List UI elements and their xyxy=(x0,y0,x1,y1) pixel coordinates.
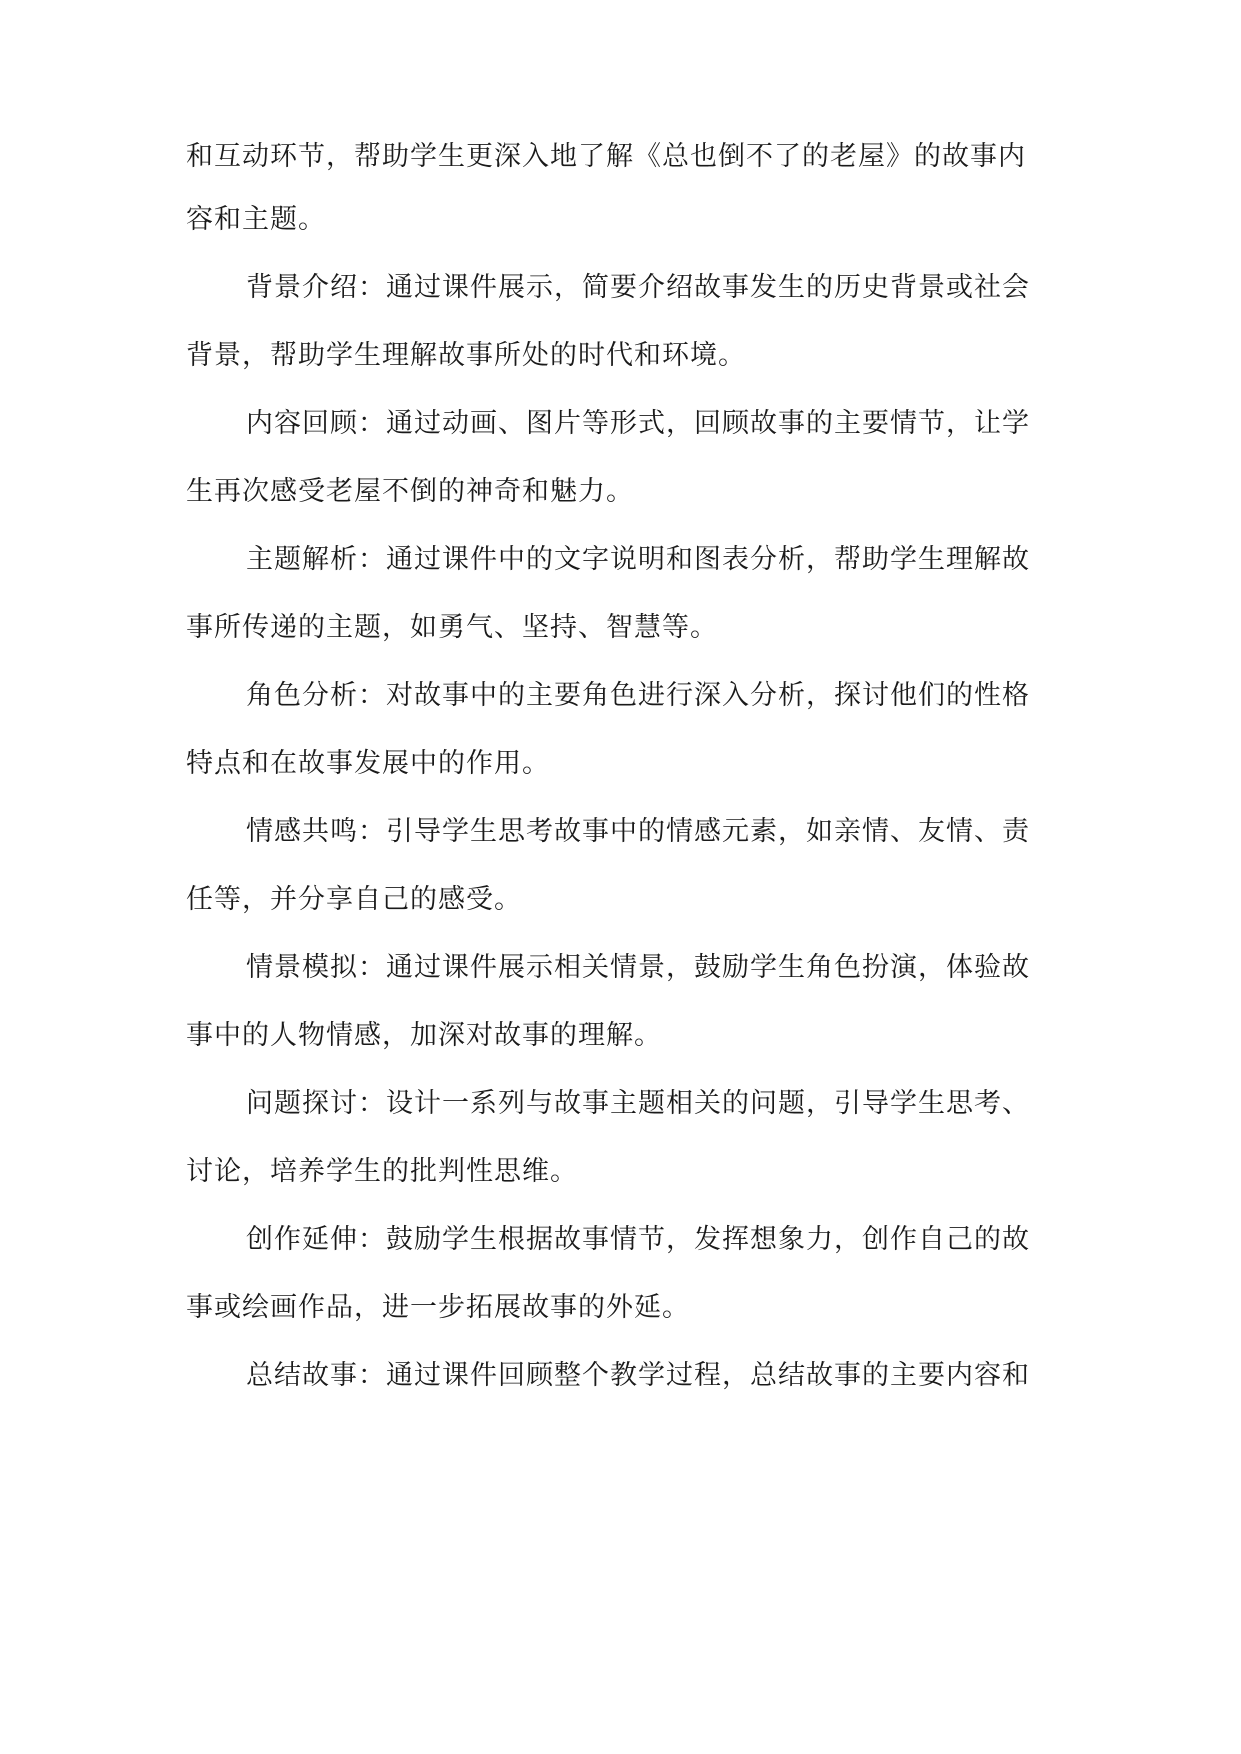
text-line: 任等，并分享自己的感受。 xyxy=(186,884,522,915)
text-line: 特点和在故事发展中的作用。 xyxy=(186,748,550,779)
text-line: 容和主题。 xyxy=(186,204,326,235)
paragraph-character-analysis: 角色分析：对故事中的主要角色进行深入分析，探讨他们的性格 xyxy=(246,680,1030,711)
paragraph-creative-extension: 创作延伸：鼓励学生根据故事情节，发挥想象力，创作自己的故 xyxy=(246,1224,1030,1255)
paragraph-emotional-resonance: 情感共鸣：引导学生思考故事中的情感元素，如亲情、友情、责 xyxy=(246,816,1030,847)
text-line: 和互动环节，帮助学生更深入地了解《总也倒不了的老屋》的故事内 xyxy=(186,141,1026,172)
text-line: 背景，帮助学生理解故事所处的时代和环境。 xyxy=(186,340,746,371)
paragraph-question-discussion: 问题探讨：设计一系列与故事主题相关的问题，引导学生思考、 xyxy=(246,1088,1030,1119)
paragraph-story-summary: 总结故事：通过课件回顾整个教学过程，总结故事的主要内容和 xyxy=(246,1360,1030,1391)
paragraph-scenario-simulation: 情景模拟：通过课件展示相关情景，鼓励学生角色扮演，体验故 xyxy=(246,952,1030,983)
paragraph-content-review: 内容回顾：通过动画、图片等形式，回顾故事的主要情节，让学 xyxy=(246,408,1030,439)
paragraph-theme-analysis: 主题解析：通过课件中的文字说明和图表分析，帮助学生理解故 xyxy=(246,544,1030,575)
text-line: 事所传递的主题，如勇气、坚持、智慧等。 xyxy=(186,612,718,643)
text-line: 事中的人物情感，加深对故事的理解。 xyxy=(186,1020,662,1051)
paragraph-background-intro: 背景介绍：通过课件展示，简要介绍故事发生的历史背景或社会 xyxy=(246,272,1030,303)
text-line: 事或绘画作品，进一步拓展故事的外延。 xyxy=(186,1292,690,1323)
text-line: 讨论，培养学生的批判性思维。 xyxy=(186,1156,578,1187)
text-line: 生再次感受老屋不倒的神奇和魅力。 xyxy=(186,476,634,507)
